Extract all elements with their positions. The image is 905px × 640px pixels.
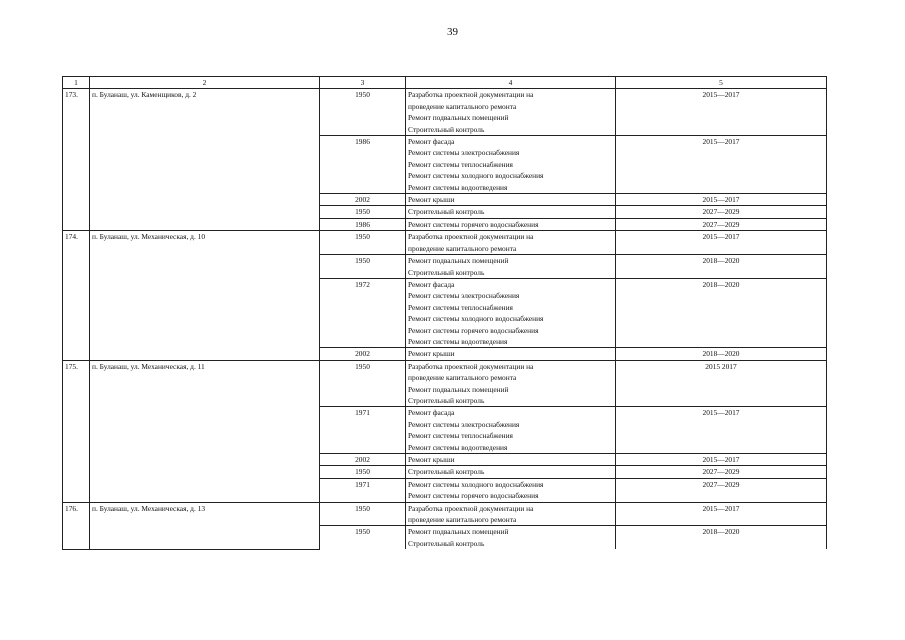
work-item: Ремонт фасада xyxy=(408,408,455,418)
commission-year: 2002 xyxy=(320,454,406,466)
work-item: Ремонт системы холодного водоснабжения xyxy=(408,479,544,489)
work-item: проведение капитального ремонта xyxy=(408,243,517,253)
repair-period: 2015—2017 xyxy=(616,231,827,255)
entry-address: п. Буланаш, ул. Механическая, д. 13 xyxy=(90,502,320,549)
entry-number: 175. xyxy=(63,360,90,502)
work-item: Ремонт крыши xyxy=(408,349,455,359)
work-item: Ремонт системы водоотведения xyxy=(408,182,508,192)
column-header: 3 xyxy=(320,77,406,89)
entry-address: п. Буланаш, ул. Механическая, д. 11 xyxy=(90,360,320,502)
works-list xyxy=(406,502,616,526)
repair-period: 2015—2017 xyxy=(616,194,827,206)
commission-year: 1950 xyxy=(320,255,406,279)
repair-period: 2015—2017 xyxy=(616,89,827,136)
works-list xyxy=(406,255,616,279)
work-item: Ремонт системы водоотведения xyxy=(408,442,508,452)
entry-number: 173. xyxy=(63,89,90,231)
work-item: Ремонт системы горячего водоснабжения xyxy=(408,491,539,501)
entry-address: п. Буланаш, ул. Каменщиков, д. 2 xyxy=(90,89,320,231)
commission-year: 1972 xyxy=(320,278,406,347)
commission-year: 1950 xyxy=(320,89,406,136)
works-list xyxy=(406,360,616,407)
repair-period: 2018—2020 xyxy=(616,348,827,360)
works-list xyxy=(406,194,616,206)
commission-year: 1986 xyxy=(320,136,406,194)
repair-period: 2015 2017 xyxy=(616,360,827,407)
commission-year: 1950 xyxy=(320,526,406,549)
repair-period: 2027—2029 xyxy=(616,466,827,478)
works-list xyxy=(406,454,616,466)
works-list xyxy=(406,206,616,218)
work-item: Ремонт системы горячего водоснабжения xyxy=(408,219,539,229)
work-item: Ремонт подвальных помещений xyxy=(408,384,509,394)
entry-number: 174. xyxy=(63,231,90,360)
work-item: Ремонт системы электроснабжения xyxy=(408,419,520,429)
column-header: 2 xyxy=(90,77,320,89)
repair-period: 2027—2029 xyxy=(616,206,827,218)
repair-period: 2015—2017 xyxy=(616,136,827,194)
commission-year: 2002 xyxy=(320,194,406,206)
repair-period: 2018—2020 xyxy=(616,255,827,279)
works-list xyxy=(406,526,616,549)
work-item: Ремонт системы холодного водоснабжения xyxy=(408,314,544,324)
column-header: 5 xyxy=(616,77,827,89)
work-item: Ремонт системы теплоснабжения xyxy=(408,431,513,441)
work-item: Строительный контроль xyxy=(408,267,485,277)
work-item: Ремонт крыши xyxy=(408,455,455,464)
table-row xyxy=(63,360,827,407)
work-item: Ремонт системы электроснабжения xyxy=(408,291,520,301)
commission-year: 1971 xyxy=(320,478,406,502)
works-list xyxy=(406,478,616,502)
commission-year: 1986 xyxy=(320,218,406,230)
works-list xyxy=(406,89,616,136)
works-list xyxy=(406,136,616,194)
work-item: проведение капитального ремонта xyxy=(408,373,517,383)
table-row xyxy=(63,231,827,255)
work-item: Строительный контроль xyxy=(408,207,485,217)
work-item: Ремонт фасада xyxy=(408,279,455,289)
capital-repair-table xyxy=(62,76,827,550)
repair-period: 2015—2017 xyxy=(616,502,827,526)
commission-year: 1950 xyxy=(320,502,406,526)
work-item: Ремонт крыши xyxy=(408,195,455,205)
works-list xyxy=(406,348,616,360)
work-item: Ремонт системы водоотведения xyxy=(408,336,508,346)
repair-period: 2027—2029 xyxy=(616,218,827,230)
work-item: Строительный контроль xyxy=(408,124,485,134)
entry-address: п. Буланаш, ул. Механическая, д. 10 xyxy=(90,231,320,360)
work-item: Разработка проектной документации на xyxy=(408,232,534,242)
works-list xyxy=(406,218,616,230)
work-item: Ремонт подвальных помещений xyxy=(408,256,509,266)
work-item: проведение капитального ремонта xyxy=(408,101,517,111)
repair-period: 2018—2020 xyxy=(616,526,827,549)
commission-year: 2002 xyxy=(320,348,406,360)
work-item: Строительный контроль xyxy=(408,538,485,548)
work-item: Ремонт системы холодного водоснабжения xyxy=(408,171,544,181)
repair-period: 2015—2017 xyxy=(616,407,827,454)
column-header: 4 xyxy=(406,77,616,89)
entry-number: 176. xyxy=(63,502,90,549)
work-item: Ремонт системы горячего водоснабжения xyxy=(408,325,539,335)
table-row xyxy=(63,502,827,526)
commission-year: 1971 xyxy=(320,407,406,454)
work-item: Разработка проектной документации на xyxy=(408,361,534,371)
repair-period: 2018—2020 xyxy=(616,278,827,347)
repair-period: 2027—2029 xyxy=(616,478,827,502)
work-item: Ремонт системы электроснабжения xyxy=(408,148,520,158)
works-list xyxy=(406,407,616,454)
works-list xyxy=(406,278,616,347)
commission-year: 1950 xyxy=(320,231,406,255)
column-header: 1 xyxy=(63,77,90,89)
work-item: Разработка проектной документации на xyxy=(408,90,534,100)
table-row xyxy=(63,89,827,136)
work-item: Ремонт системы теплоснабжения xyxy=(408,302,513,312)
works-list xyxy=(406,466,616,478)
work-item: Ремонт фасада xyxy=(408,137,455,147)
works-list xyxy=(406,231,616,255)
work-item: проведение капитального ремонта xyxy=(408,515,517,525)
work-item: Строительный контроль xyxy=(408,467,485,477)
table-header-row xyxy=(63,77,827,89)
work-item: Ремонт подвальных помещений xyxy=(408,527,509,537)
commission-year: 1950 xyxy=(320,466,406,478)
work-item: Ремонт системы теплоснабжения xyxy=(408,159,513,169)
work-item: Разработка проектной документации на xyxy=(408,503,534,513)
work-item: Строительный контроль xyxy=(408,395,485,405)
commission-year: 1950 xyxy=(320,360,406,407)
page-number: 39 xyxy=(447,26,458,38)
repair-period: 2015—2017 xyxy=(616,454,827,466)
work-item: Ремонт подвальных помещений xyxy=(408,113,509,123)
commission-year: 1950 xyxy=(320,206,406,218)
